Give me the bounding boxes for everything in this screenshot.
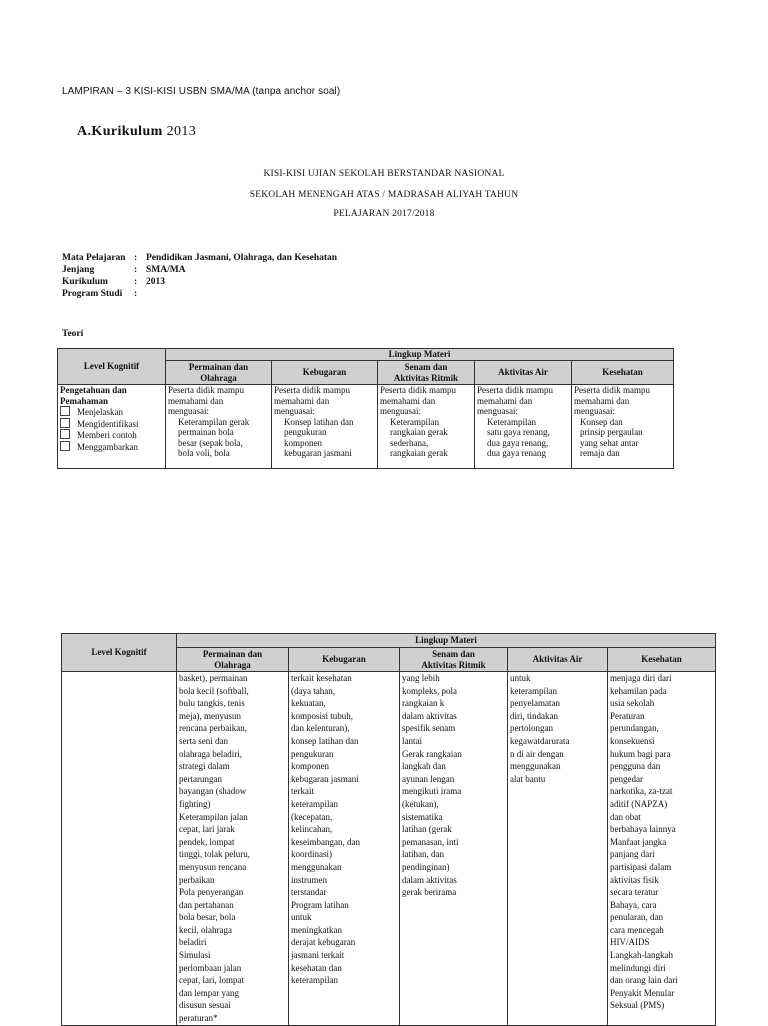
cell-line: secara teratur xyxy=(610,887,659,898)
header-kebugaran: Kebugaran xyxy=(289,648,400,672)
cell-line: pertolongan xyxy=(510,723,553,734)
cell-line: Langkah-langkah xyxy=(610,950,673,961)
cell-level-kognitif xyxy=(62,672,177,1026)
cell-line: kompleks, pola xyxy=(402,685,457,696)
cell-line: untuk xyxy=(291,912,312,923)
cell-line: Manfaat jangka xyxy=(610,836,667,847)
cell-line: cepat, lari, lompat xyxy=(179,975,244,986)
cell-line: berbahaya lainnya xyxy=(610,824,676,835)
cell-line: meja), menyusun xyxy=(179,710,241,721)
cell-aktivitas-air: Peserta didik mampu memahami dan menguasai: Keterampilan satu gaya renang, dua gaya renang, dua gaya renang xyxy=(475,385,572,469)
header-aktivitas-air: Aktivitas Air xyxy=(508,648,608,672)
info-row-mata-pelajaran: Mata Pelajaran : Pendidikan Jasmani, Olahraga, dan Kesehatan xyxy=(62,253,338,263)
cell-line: Keterampilan jalan xyxy=(179,811,248,822)
cell-senam: Peserta didik mampu memahami dan menguasai: Keterampilan rangkaian gerak sederhana, rangkaian gerak xyxy=(378,385,475,469)
cell-line: aditif (NAPZA) xyxy=(610,798,668,809)
cell-line: koordinasi) xyxy=(291,849,332,860)
cell-line: meningkatkan xyxy=(291,924,342,935)
document-title-line-3: PELAJARAN 2017/2018 xyxy=(333,209,435,219)
info-value: SMA/MA xyxy=(146,265,186,275)
cell-line: tinggi, tolak peluru, xyxy=(179,849,250,860)
cell-line: pendinginan) xyxy=(402,861,450,872)
cell-line: Gerak rangkaian xyxy=(402,748,462,759)
cell-line: bola kecil (softball, xyxy=(179,685,249,696)
cell-line: panjang dari xyxy=(610,849,655,860)
checkbox-icon xyxy=(60,418,70,428)
checkbox-icon xyxy=(60,441,70,451)
header-lingkup-materi: Lingkup Materi xyxy=(166,349,674,361)
info-value: 2013 xyxy=(146,277,165,287)
cell-line: kecil, olahraga xyxy=(179,924,232,935)
cell-line: peraturan* xyxy=(179,1013,218,1024)
cell-line: rencana perbaikan, xyxy=(179,723,247,734)
cell-line: komponen xyxy=(291,761,329,772)
document-title-line-1: KISI-KISI UJIAN SEKOLAH BERSTANDAR NASIONAL xyxy=(263,169,505,179)
cell-line: pengguna dan xyxy=(610,761,661,772)
header-lingkup-materi: Lingkup Materi xyxy=(177,634,716,648)
cell-level-kognitif: Pengetahuan dan Pemahaman Menjelaskan Mengidentifikasi Memberi contoh Menggambarkan xyxy=(58,385,166,469)
cell-line: bulu tangkis, tenis xyxy=(179,698,245,709)
cell-line: Seksual (PMS) xyxy=(610,1000,665,1011)
cell-line: konsep latihan dan xyxy=(291,735,359,746)
cell-line: dan lempar yang xyxy=(179,987,239,998)
cell-line: strategi dalam xyxy=(179,761,230,772)
header-level-kognitif: Level Kognitif xyxy=(62,634,177,672)
cell-line: terstandar xyxy=(291,887,327,898)
cell-line: untuk xyxy=(510,673,531,683)
cell-line: lantai xyxy=(402,735,422,746)
cell-line: penyelamatan xyxy=(510,698,560,709)
cell-line: kelincahan, xyxy=(291,824,333,835)
cell-line: dan orang lain dari xyxy=(610,975,678,986)
cell-senam xyxy=(400,672,508,1026)
cell-line: (kecepatan, xyxy=(291,811,333,822)
cell-line: dan obat xyxy=(610,811,641,822)
info-label: Kurikulum xyxy=(62,277,108,287)
cell-kesehatan xyxy=(608,672,716,1026)
cell-line: dalam aktivitas xyxy=(402,710,457,721)
cell-line: terkait kesehatan xyxy=(291,673,352,683)
checkbox-icon xyxy=(60,429,70,439)
cell-permainan: Peserta didik mampu memahami dan menguasai: Keterampilan gerak permainan bola besar (sepak bola, bola voli, bola xyxy=(166,385,272,469)
cell-line: alat bantu xyxy=(510,773,546,784)
cell-line: terkait xyxy=(291,786,314,797)
kurikulum-label: A.Kurikulum xyxy=(77,124,163,139)
cell-line: komposisi tubuh, xyxy=(291,710,354,721)
cell-line: jasmani terkait xyxy=(291,950,345,961)
cell-line: HIV/AIDS xyxy=(610,937,650,948)
cell-line: kehamilan pada xyxy=(610,685,667,696)
info-row-kurikulum: Kurikulum : 2013 xyxy=(62,277,165,287)
cell-line: keterampilan xyxy=(510,685,557,696)
cell-line: kekuatan, xyxy=(291,698,326,709)
cell-line: latihan, dan xyxy=(402,849,444,860)
subject-info xyxy=(62,252,337,300)
cell-line: perlombaan jalan xyxy=(179,962,242,973)
cell-line: keterampilan xyxy=(291,798,338,809)
kurikulum-year: 2013 xyxy=(166,124,197,139)
header-senam: Senam dan Aktivitas Ritmik xyxy=(400,648,508,672)
cell-line: kebugaran jasmani xyxy=(291,773,359,784)
info-row-program-studi: Program Studi : xyxy=(62,289,138,299)
cell-line: ayunan lengan xyxy=(402,773,455,784)
cell-kebugaran: Peserta didik mampu memahami dan menguasai: Konsep latihan dan pengukuran komponen kebugaran jasmani xyxy=(272,385,378,469)
cell-line: kesehatan dan xyxy=(291,962,342,973)
cell-line: Penyakit Menular xyxy=(610,987,675,998)
cell-line: beladiri xyxy=(179,937,207,948)
cell-line: n di air dengan xyxy=(510,748,564,759)
cell-line: rangkaian k xyxy=(402,698,445,709)
cell-line: hukum bagi para xyxy=(610,748,671,759)
header-permainan: Permainan dan Olahraga xyxy=(177,648,289,672)
cell-permainan xyxy=(177,672,289,1026)
cell-line: basket), permainan xyxy=(179,673,248,683)
cell-line: menjaga diri dari xyxy=(610,673,672,683)
kisi-table-1 xyxy=(57,348,674,469)
info-label: Jenjang xyxy=(62,265,95,275)
section-label: Teori xyxy=(62,329,84,339)
cell-line: cara mencegah xyxy=(610,924,664,935)
cell-line: dan pertahanan xyxy=(179,899,234,910)
cell-line: usia sekolah xyxy=(610,698,655,709)
cell-line: bola besar, bola xyxy=(179,912,236,923)
cell-line: keterampilan xyxy=(291,975,338,986)
cell-line: Program latihan xyxy=(291,899,349,910)
cell-line: sistematika xyxy=(402,811,443,822)
cell-line: Simulasi xyxy=(179,950,211,961)
checkbox-icon xyxy=(60,406,70,416)
document-title-line-2: SEKOLAH MENENGAH ATAS / MADRASAH ALIYAH TAHUN xyxy=(249,190,519,200)
cell-line: narkotika, za-tzat xyxy=(610,786,673,797)
cell-aktivitas-air xyxy=(508,672,608,1026)
info-value: Pendidikan Jasmani, Olahraga, dan Kesehatan xyxy=(146,253,338,263)
lampiran-title: LAMPIRAN – 3 KISI-KISI USBN SMA/MA (tanpa anchor soal) xyxy=(62,86,341,97)
cell-line: menggunakan xyxy=(510,761,561,772)
header-kebugaran: Kebugaran xyxy=(272,361,378,385)
cell-line: perundangan, xyxy=(610,723,659,734)
cell-line: dan kelenturan), xyxy=(291,723,350,734)
cell-line: penularan, dan xyxy=(610,912,663,923)
cell-line: spesifik senam xyxy=(402,723,456,734)
cell-line: bayangan (shadow xyxy=(179,786,247,797)
kurikulum-heading xyxy=(77,124,196,140)
cell-line: diri, tindakan xyxy=(510,710,558,721)
cell-kesehatan: Peserta didik mampu memahami dan menguasai: Konsep dan prinsip pergaulan yang sehat antar remaja dan xyxy=(572,385,674,469)
info-label: Program Studi xyxy=(62,289,123,299)
cell-line: keseimbangan, dan xyxy=(291,836,360,847)
header-kesehatan: Kesehatan xyxy=(572,361,674,385)
cell-line: pertarungan xyxy=(179,773,222,784)
cell-line: Bahaya, cara xyxy=(610,899,657,910)
cell-line: pendek, lompat xyxy=(179,836,235,847)
header-senam: Senam dan Aktivitas Ritmik xyxy=(378,361,475,385)
cell-line: (ketukan), xyxy=(402,798,439,809)
cell-kebugaran xyxy=(289,672,400,1026)
cell-line: serta seni dan xyxy=(179,735,228,746)
cell-line: langkah dan xyxy=(402,761,446,772)
cell-line: Peraturan xyxy=(610,710,645,721)
cell-line: pengukuran xyxy=(291,748,334,759)
cell-line: aktivitas fisik xyxy=(610,874,659,885)
cell-line: pengedar xyxy=(610,773,643,784)
cell-line: derajat kebugaran xyxy=(291,937,356,948)
cell-line: konsekuensi xyxy=(610,735,655,746)
cell-line: pemanasan, inti xyxy=(402,836,459,847)
cell-line: olahraga beladiri, xyxy=(179,748,242,759)
kisi-table-2 xyxy=(61,633,716,1026)
cell-line: cepat, lari jarak xyxy=(179,824,235,835)
cell-line: instrumen xyxy=(291,874,327,885)
cell-line: disusun sesuai xyxy=(179,1000,231,1011)
cell-line: fighting) xyxy=(179,798,211,809)
cell-line: dalam aktivitas xyxy=(402,874,457,885)
info-label: Mata Pelajaran xyxy=(62,253,126,263)
cell-line: latihan (gerak xyxy=(402,824,452,835)
cell-line: gerak berirama xyxy=(402,887,457,898)
header-permainan: Permainan dan Olahraga xyxy=(166,361,272,385)
info-row-jenjang: Jenjang : SMA/MA xyxy=(62,265,186,275)
cell-line: melindungi diri xyxy=(610,962,666,973)
cell-line: kegawatdarurata xyxy=(510,735,570,746)
cell-line: menyusun rencana xyxy=(179,861,247,872)
cell-line: menggunakan xyxy=(291,861,342,872)
header-kesehatan: Kesehatan xyxy=(608,648,716,672)
cell-line: partisipasi dalam xyxy=(610,861,672,872)
cell-line: perbaikan xyxy=(179,874,215,885)
header-level-kognitif: Level Kognitif xyxy=(58,349,166,385)
header-aktivitas-air: Aktivitas Air xyxy=(475,361,572,385)
cell-line: mengikuti irama xyxy=(402,786,462,797)
cell-line: yang lebih xyxy=(402,673,440,683)
cell-line: (daya tahan, xyxy=(291,685,335,696)
cell-line: Pola penyerangan xyxy=(179,887,244,898)
